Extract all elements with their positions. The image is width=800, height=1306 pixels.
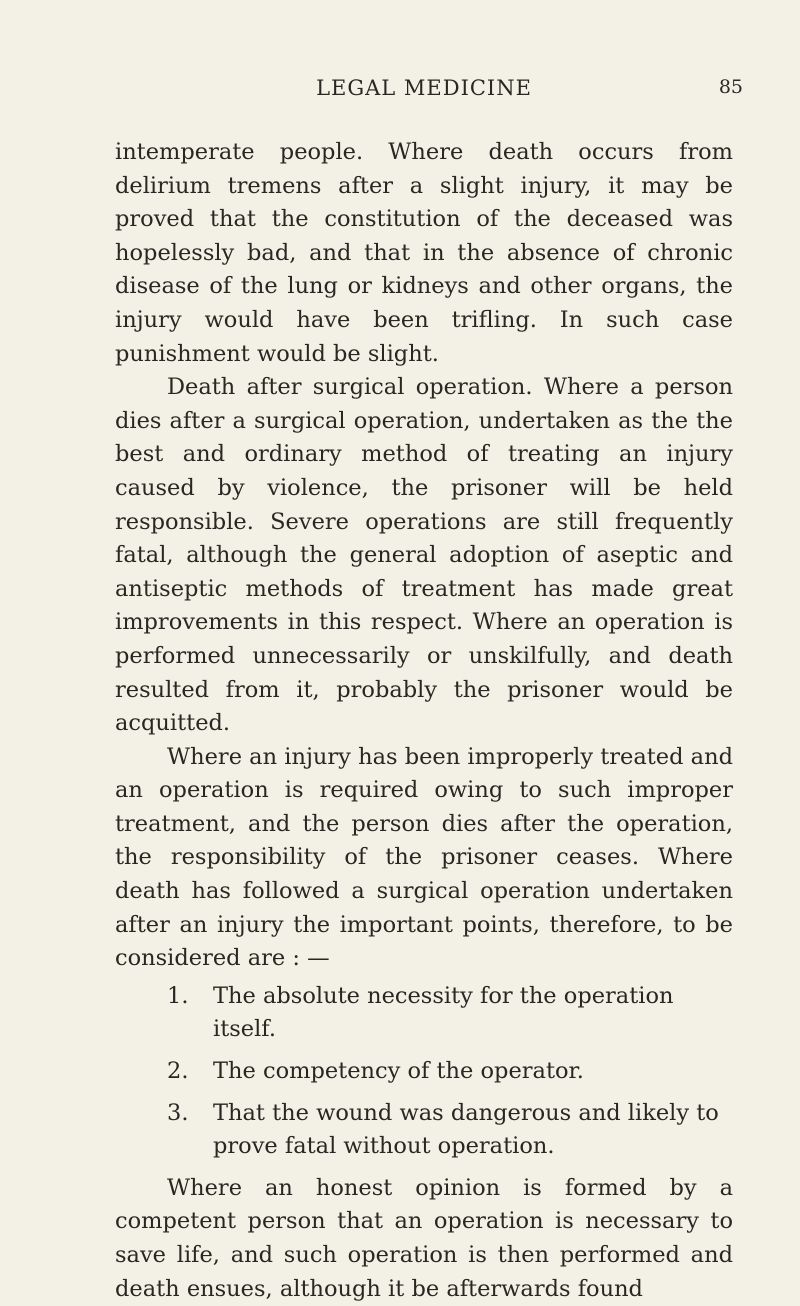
- list-number: 3.: [167, 1099, 189, 1126]
- paragraph: Where an honest opinion is formed by a competent person that an operation is necessary to save life, and such operation is then performed and death ensues, although it be afterwards found: [115, 1174, 733, 1302]
- body-text: [115, 136, 733, 1306]
- paragraph: intemperate people. Where death occurs from delirium tremens after a slight injury, it may be proved that the constitution of the deceased was hopelessly bad, and that in the absence of chronic disease of the lung or kidneys and other organs, the injury would have been trifling. In such case punishment would be slight.: [115, 139, 733, 367]
- list-item: [115, 1097, 733, 1164]
- list-item: [115, 1055, 733, 1089]
- list-number: 2.: [167, 1058, 189, 1085]
- paragraph: Death after surgical operation. Where a person dies after a surgical operation, undertaken as the the best and ordinary method of treating an injury caused by violence, the prisoner will be held responsible. Severe operations are still frequently fatal, although the general adoption of aseptic and antiseptic methods of treatment has made great improvements in this respect. Where an operation is performed unnecessarily or unskilfully, and death resulted from it, probably the prisoner would be acquitted.: [115, 374, 733, 737]
- list-item: [115, 980, 733, 1047]
- running-head: [115, 76, 743, 112]
- page-number: 85: [718, 76, 743, 98]
- list-item-text: The competency of the operator.: [213, 1058, 584, 1085]
- list-item-text: The absolute necessity for the operation itself.: [213, 982, 674, 1043]
- numbered-list: [115, 980, 733, 1164]
- paragraph: Where an injury has been improperly treated and an operation is required owing to such improper treatment, and the person dies after the operation, the responsibility of the prisoner ceases. Where death has followed a surgical operation undertaken after an injury the important points, therefore, to be considered are : —: [115, 743, 733, 972]
- list-item-text: That the wound was dangerous and likely to prove fatal without operation.: [213, 1099, 719, 1160]
- list-number: 1.: [167, 982, 189, 1009]
- running-title: LEGAL MEDICINE: [316, 76, 532, 100]
